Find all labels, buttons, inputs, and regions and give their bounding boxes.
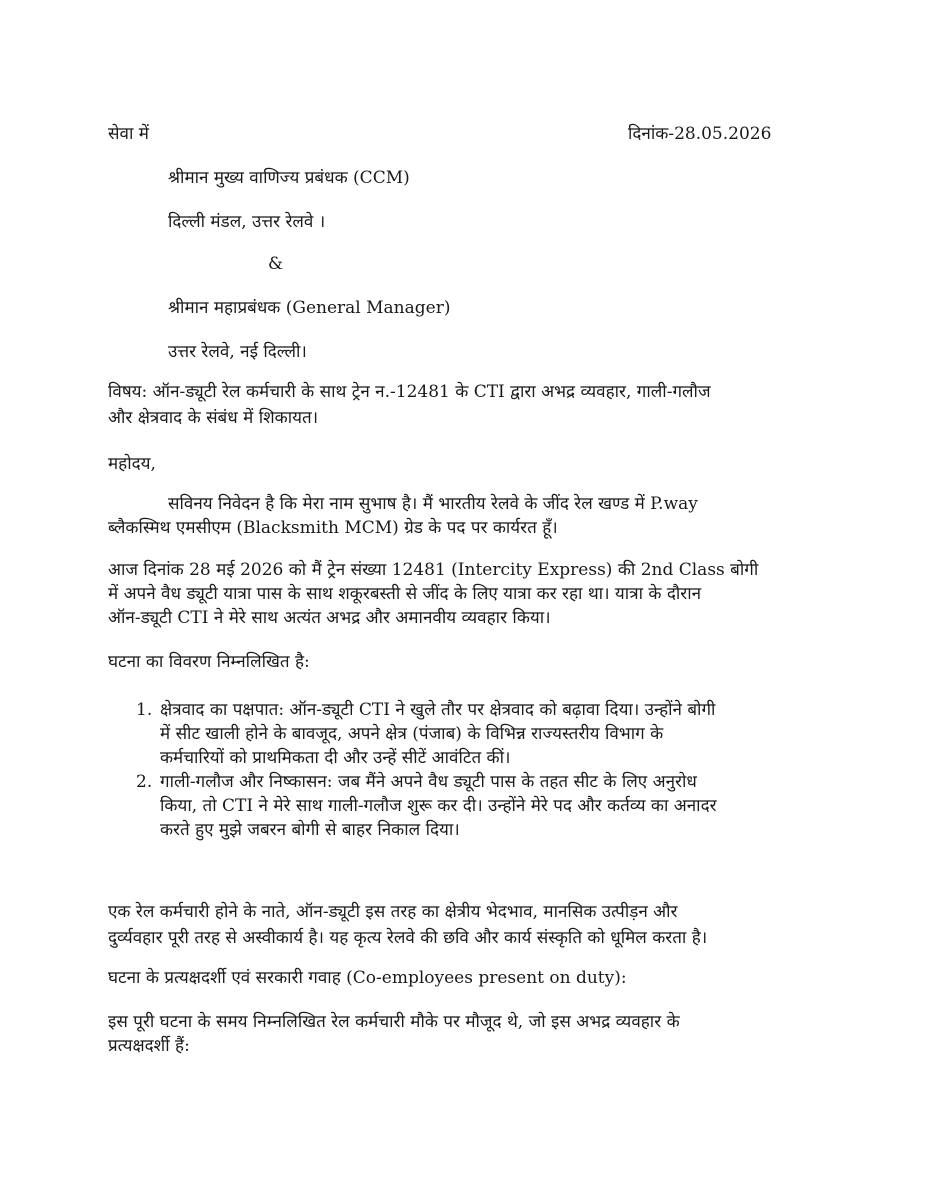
list-item-line: किया, तो CTI ने मेरे साथ गाली-गलौज शुरू कर दी। उन्होंने मेरे पद और कर्तव्य का अनादर [160,796,717,816]
greeting: महोदय, [108,454,156,474]
recipient-division: दिल्ली मंडल, उत्तर रेलवे । [168,212,326,232]
conclusion-line-2: दुर्व्यवहार पूरी तरह से अस्वीकार्य है। यह कृत्य रेलवे की छवि और कार्य संस्कृति को धूमिल करता है। [108,928,708,948]
details-heading: घटना का विवरण निम्नलिखित है: [108,652,310,672]
witness-intro-line-2: प्रत्यक्षदर्शी हैं: [108,1036,190,1056]
intro-line-2: ब्लैकस्मिथ एमसीएम (Blacksmith MCM) ग्रेड के पद पर कार्यरत हूँ। [108,518,558,538]
witness-heading: घटना के प्रत्यक्षदर्शी एवं सरकारी गवाह (Co-employees present on duty): [108,968,627,988]
salutation-to: सेवा में [108,124,149,144]
incident-line-1: आज दिनांक 28 मई 2026 को मैं ट्रेन संख्या 12481 (Intercity Express) की 2nd Class बोगी [108,560,759,580]
list-item-line: गाली-गलौज और निष्कासन: जब मैंने अपने वैध ड्यूटी पास के तहत सीट के लिए अनुरोध [160,772,697,792]
letter-date: दिनांक-28.05.2026 [628,124,772,144]
list-item-line: में सीट खाली होने के बावजूद, अपने क्षेत्र (पंजाब) के विभिन्न राज्यस्तरीय विभाग के [160,724,664,744]
subject-line-1: विषय: ऑन-ड्यूटी रेल कर्मचारी के साथ ट्रेन न.-12481 के CTI द्वारा अभद्र व्यवहार, गाली-गलौज [108,382,711,402]
list-number: 1. [136,700,153,720]
recipient-gm: श्रीमान महाप्रबंधक (General Manager) [168,298,451,318]
intro-line-1: सविनय निवेदन है कि मेरा नाम सुभाष है। मैं भारतीय रेलवे के जींद रेल खण्ड में P.way [168,494,698,514]
subject-line-2: और क्षेत्रवाद के संबंध में शिकायत। [108,408,319,428]
incident-line-3: ऑन-ड्यूटी CTI ने मेरे साथ अत्यंत अभद्र और अमानवीय व्यवहार किया। [108,608,551,628]
recipient-ampersand: & [268,254,284,274]
recipient-ccm: श्रीमान मुख्य वाणिज्य प्रबंधक (CCM) [168,168,410,188]
list-number: 2. [136,772,153,792]
list-item-line: क्षेत्रवाद का पक्षपात: ऑन-ड्यूटी CTI ने खुले तौर पर क्षेत्रवाद को बढ़ावा दिया। उन्होंने बोगी [160,700,716,720]
list-item-line: करते हुए मुझे जबरन बोगी से बाहर निकाल दिया। [160,820,460,840]
incident-line-2: में अपने वैध ड्यूटी यात्रा पास के साथ शकूरबस्ती से जींद के लिए यात्रा कर रहा था। यात्रा के दौरान [108,584,702,604]
witness-intro-line-1: इस पूरी घटना के समय निम्नलिखित रेल कर्मचारी मौके पर मौजूद थे, जो इस अभद्र व्यवहार के [108,1012,680,1032]
recipient-zone: उत्तर रेलवे, नई दिल्ली। [168,342,307,362]
conclusion-line-1: एक रेल कर्मचारी होने के नाते, ऑन-ड्यूटी इस तरह का क्षेत्रीय भेदभाव, मानसिक उत्पीड़न और [108,902,678,922]
list-item-text [160,770,832,842]
list-item-line: कर्मचारियों को प्राथमिकता दी और उन्हें सीटें आवंटित कीं। [160,748,511,768]
list-item-text [160,698,832,770]
